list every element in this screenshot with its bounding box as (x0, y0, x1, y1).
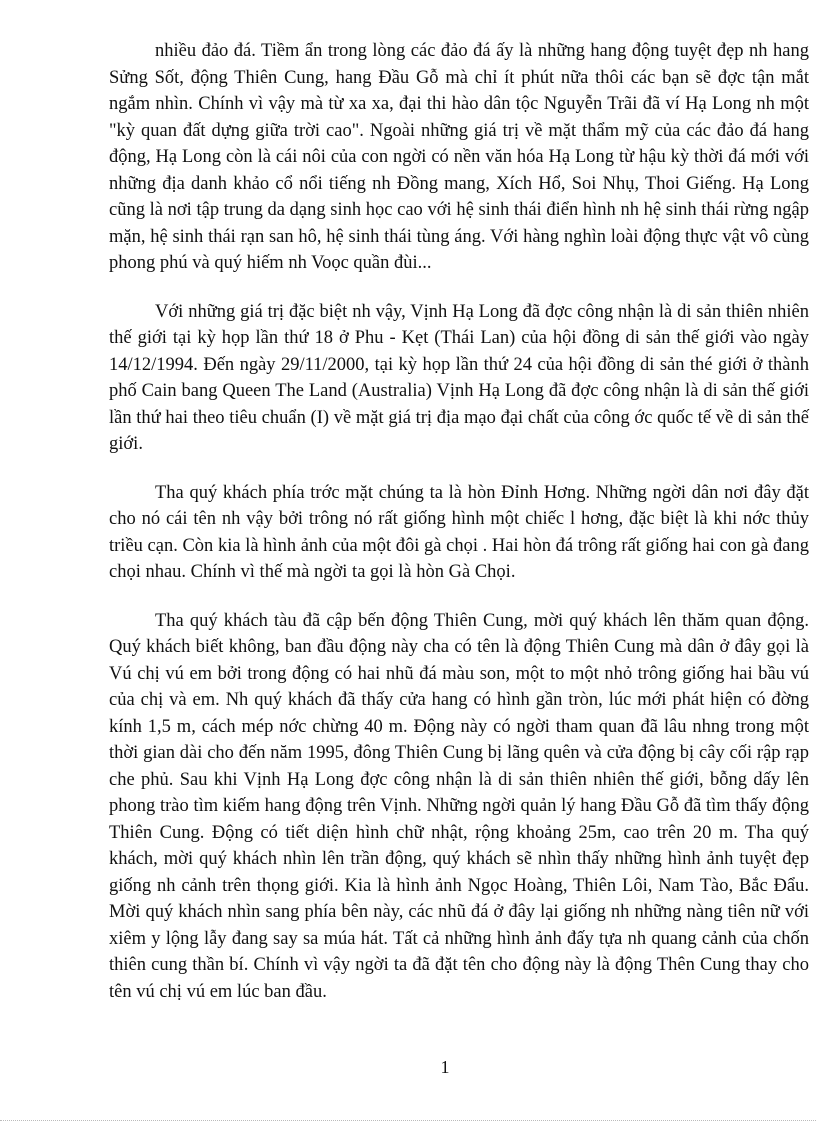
body-text (109, 38, 809, 1027)
paragraph-world-heritage: Với những giá trị đặc biệt nh vậy, Vịnh Hạ Long đã đợc công nhận là di sản thiên nhiên thế giới tại kỳ họp lần thứ 18 ở Phu - Kẹt (Thái Lan) của hội đồng di sản thế giới vào ngày 14/12/1994. Đến ngày 29/11/2000, tại kỳ họp lần thứ 24 của hội đồng di sản thé giới ở thành phố Cain bang Queen The Land (Australia) Vịnh Hạ Long đã đợc công nhận là di sản thế giới lần thứ hai theo tiêu chuẩn (I) về mặt giá trị địa mạo đại chất của công ớc quốc tế về di sản thế giới. (109, 301, 809, 454)
paragraph-thien-cung-cave: Tha quý khách tàu đã cập bến động Thiên Cung, mời quý khách lên thăm quan động. Quý khách biết không, ban đầu động này cha có tên là động Thiên Cung mà dân ở đây gọi là Vú chị vú em bởi trong động có hai nhũ đá màu son, một to một nhỏ trông giống hai bầu vú của chị và em. Nh quý khách đã thấy cửa hang có hình gần tròn, lúc mới phát hiện có đờng kính 1,5 m, cách mép nớc chừng 40 m. Động này có ngời tham quan đã lâu nhng trong một thời gian dài cho đến năm 1995, đông Thiên Cung bị lãng quên và cửa động bị cây cối rập rạp che phủ. Sau khi Vịnh Hạ Long đợc công nhận là di sản thiên nhiên thế giới, bỗng dấy lên phong trào tìm kiếm hang động trên Vịnh. Những ngời quản lý hang Đầu Gỗ đã tìm thấy động Thiên Cung. Động có tiết diện hình chữ nhật, rộng khoảng 25m, cao trên 20 m. Tha quý khách, mời quý khách nhìn lên trần động, quý khách sẽ nhìn thấy những hình ảnh tuyệt đẹp giống nh cảnh trên thọng giới. Kia là hình ảnh Ngọc Hoàng, Thiên Lôi, Nam Tào, Bắc Đẩu. Mời quý khách nhìn sang phía bên này, các nhũ đá ở đây lại giống nh những nàng tiên nữ với xiêm y lộng lẫy đang say sa múa hát. Tất cả những hình ảnh đấy tựa nh quang cảnh của chốn thiên cung thần bí. Chính vì vậy ngời ta đã đặt tên cho động này là động Thên Cung thay cho tên vú chị vú em lúc ban đầu. (109, 610, 809, 1002)
page-number: 1 (440, 1057, 450, 1077)
page-bottom-edge (0, 1120, 816, 1121)
paragraph-dinh-huong-ga-choi: Tha quý khách phía trớc mặt chúng ta là hòn Đỉnh Hơng. Những ngời dân nơi đây đặt cho nó cái tên nh vậy bởi trông nó rất giống hình một chiếc l hơng, đặc biệt là khi nớc thủy triều cạn. Còn kia là hình ảnh của một đôi gà chọi . Hai hòn đá trông rất giống hai con gà đang chọi nhau. Chính vì thế mà ngời ta gọi là hòn Gà Chọi. (109, 482, 809, 582)
paragraph-ha-long-caves: nhiều đảo đá. Tiềm ẩn trong lòng các đảo đá ấy là những hang động tuyệt đẹp nh hang Sửng Sốt, động Thiên Cung, hang Đầu Gỗ mà chỉ ít phút nữa thôi các bạn sẽ đợc tận mắt ngắm nhìn. Chính vì vậy mà từ xa xa, đại thi hào dân tộc Nguyễn Trãi đã ví Hạ Long nh một "kỳ quan đất dựng giữa trời cao". Ngoài những giá trị về mặt thẩm mỹ của các đảo đá hang động, Hạ Long còn là cái nôi của con ngời có nền văn hóa Hạ Long từ hậu kỳ thời đá mới với những địa danh khảo cổ nổi tiếng nh Đồng mang, Xích Hổ, Soi Nhụ, Thoi Giếng. Hạ Long cũng là nơi tập trung da dạng sinh học cao với hệ sinh thái điển hình nh hệ sinh thái rừng ngập mặn, hệ sinh thái rạn san hô, hệ sinh thái tùng áng. Với hàng nghìn loài động thực vật vô cùng phong phú và quý hiếm nh Voọc quần đùi... (109, 41, 809, 273)
